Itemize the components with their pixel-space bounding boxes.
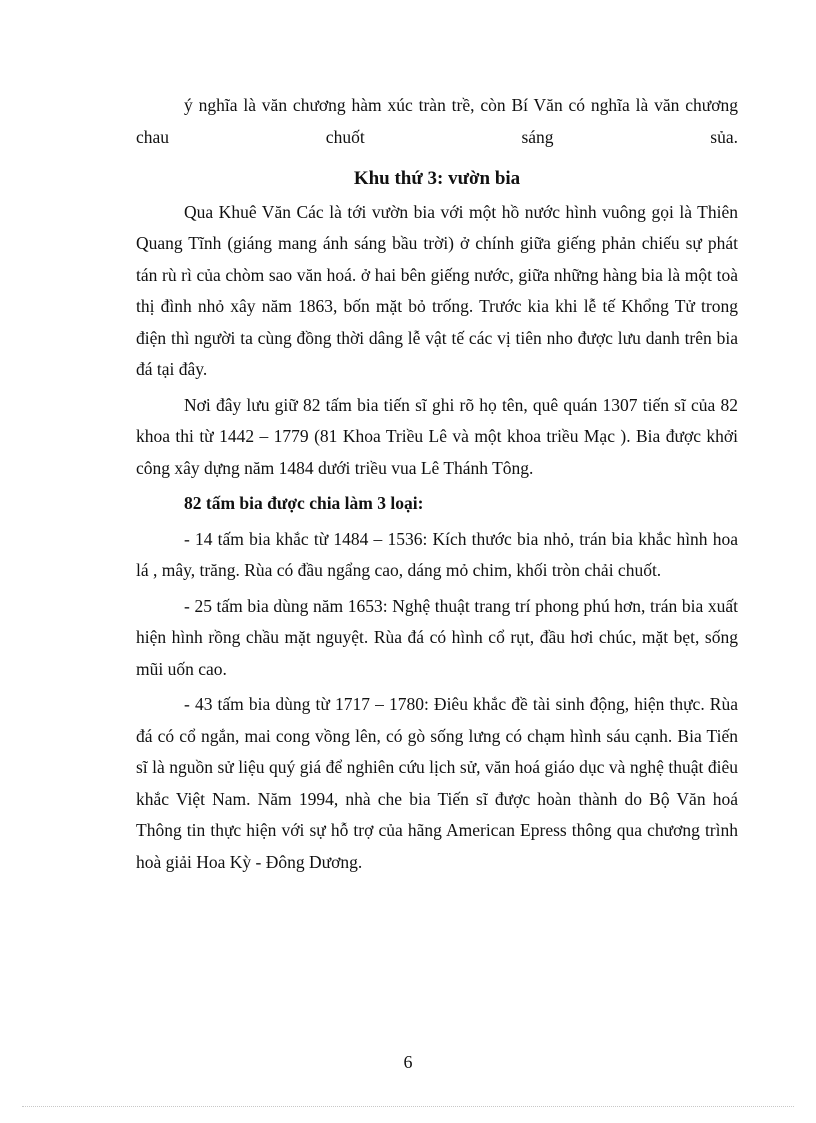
list-item-type-1: - 14 tấm bia khắc từ 1484 – 1536: Kích thước bia nhỏ, trán bia khắc hình hoa lá , mây, trăng. Rùa có đầu ngẩng cao, dáng mỏ chim, khối tròn chải chuốt. xyxy=(136,528,738,580)
subheading-categories: 82 tấm bia được chia làm 3 loại: xyxy=(184,493,424,513)
page-body xyxy=(136,90,738,878)
page-number: 6 xyxy=(403,1052,413,1072)
list-item-type-3: - 43 tấm bia dùng từ 1717 – 1780: Điêu khắc đề tài sinh động, hiện thực. Rùa đá có cổ ngắn, mai cong vồng lên, có gò sống lưng có chạm hình sáu cạnh. Bia Tiến sĩ là nguồn sử liệu quý giá để nghiên cứu lịch sử, văn hoá giáo dục và nghệ thuật điêu khắc Việt Nam. Năm 1994, nhà che bia Tiến sĩ được hoàn thành do Bộ Văn hoá Thông tin thực hiện với sự hỗ trợ của hãng American Epress thông qua chương trình hoà giải Hoa Kỳ - Đông Dương. xyxy=(136,694,738,872)
paragraph-garden: Qua Khuê Văn Các là tới vườn bia với một hồ nước hình vuông gọi là Thiên Quang Tĩnh (giáng mang ánh sáng bầu trời) ở chính giữa giếng phản chiếu sự phát tán rù rì của chòm sao văn hoá. ở hai bên giếng nước, giữa những hàng bia là một toà thị đình nhỏ xây năm 1863, bốn mặt bỏ trống. Trước kia khi lễ tế Khổng Tử trong điện thì người ta cùng đồng thời dâng lễ vật tế các vị tiên nho được lưu danh trên bia đá tại đây. xyxy=(136,201,738,379)
page-bottom-divider xyxy=(22,1106,794,1107)
list-item-type-2: - 25 tấm bia dùng năm 1653: Nghệ thuật trang trí phong phú hơn, trán bia xuất hiện hình rồng chầu mặt nguyệt. Rùa đá có hình cổ rụt, đầu hơi chúc, mặt bẹt, sống mũi uốn cao. xyxy=(136,595,738,679)
paragraph-steles: Nơi đây lưu giữ 82 tấm bia tiến sĩ ghi rõ họ tên, quê quán 1307 tiến sĩ của 82 khoa thi từ 1442 – 1779 (81 Khoa Triều Lê và một khoa triều Mạc ). Bia được khởi công xây dựng năm 1484 dưới triều vua Lê Thánh Tông. xyxy=(136,394,738,478)
section-heading: Khu thứ 3: vườn bia xyxy=(353,168,521,189)
paragraph-intro: ý nghĩa là văn chương hàm xúc tràn trề, còn Bí Văn có nghĩa là văn chương chau chuốt sáng sủa. xyxy=(136,95,738,147)
